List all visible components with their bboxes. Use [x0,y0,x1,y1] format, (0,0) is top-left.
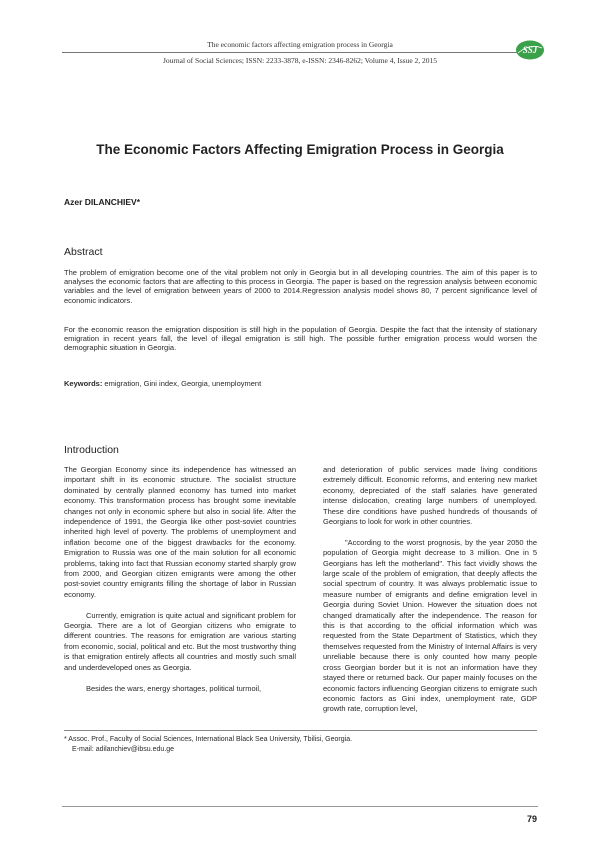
intro-paragraph: The Georgian Economy since its independence has witnessed an important shift in its economic structure. The socialist structure dominated by centrally planned economy has turned into market economy. This transformation process has brought some inevitable changes not only in economic sphere but also in social life. After the independence of 1991, the Georgia like other post-soviet countries inherited high level of poverty. The problems of unemployment and inflation become one of the biggest drawbacks for the economy. Emigration to Russia was one of the main solution for all economic problems, taking into fact that Russian economy started sharply grow from 2000, and Georgian citizen emigrants were among the other post-soviet country emigrants filling the shortage of labor in Russian economy. [64,465,296,599]
author-name: Azer DILANCHIEV* [64,197,141,207]
introduction-heading: Introduction [64,444,119,456]
intro-paragraph: Currently, emigration is quite actual and significant problem for Georgia. There are a lot of Georgian citizens who emigrate to different countries. The reasons for emigration are various starting from economic, social, political and etc. But the most trustworthy thing is that emigration entirely affects all countries and mostly such small and underdeveloped ones as Georgia. [64,610,296,672]
footnote-email: E-mail: adilanchiev@ibsu.edu.ge [72,745,175,753]
header-divider [62,52,538,53]
intro-paragraph: and deterioration of public services made living conditions extremely difficult. Economic reforms, and entering new market economy, depreciated of the staff salaries have generated intense dislocation, creating large numbers of unemployed. These dire conditions have pushed hundreds of thousands of Georgians to look for work in other countries. [323,465,537,527]
keywords [64,379,261,388]
journal-logo [515,39,545,61]
footnote-divider [64,730,537,731]
article-title: The Economic Factors Affecting Emigration Process in Georgia [96,142,504,157]
intro-right-column [323,465,537,715]
intro-left-column [64,465,296,694]
journal-citation: Journal of Social Sciences; ISSN: 2233-3878, e-ISSN: 2346-8262; Volume 4, Issue 2, 2015 [162,56,438,65]
keywords-list: emigration, Gini index, Georgia, unemployment [102,379,262,388]
logo-text: SSJ [522,45,538,55]
running-title: The economic factors affecting emigration process in Georgia [207,40,393,49]
intro-paragraph: Besides the wars, energy shortages, political turmoil, [86,683,262,693]
abstract-heading: Abstract [64,246,103,258]
page-number: 79 [526,814,537,824]
footer-divider [62,806,538,807]
intro-paragraph: "According to the worst prognosis, by the year 2050 the population of Georgia might decrease to 3 million. One in 5 Georgians has left the motherland". This fact vividly shows the large scale of the problem of emigration, that deeply affects the social spectrum of country. It was always problematic issue to measure number of emigrants and define emigration level in Georgia during Soviet Union. However the situation does not changed dramatically after the independence. The reason for this is that according to the official information which was requested from the State Department of Statistics, which they themselves requested from the Ministry of Internal Affairs is very unreliable because there is only counted how many people cross Georgian border but it is not an information have they stayed there or returned back. Our paper mainly focuses on the economic factors influencing Georgian citizens to emigrate such economic factors as Gini index, unemployment rate, GDP growth rate, corruption level, [323,537,537,714]
keywords-label: Keywords: [64,379,103,388]
abstract-paragraph-1: The problem of emigration become one of the vital problem not only in Georgia but in all developing countries. The aim of this paper is to analyses the economic factors that are affecting to this process in Georgia. The paper is based on the regression analysis between economic variables and the level of emigration between years of 2000 to 2014.Regression analysis model shows 80, 7 percent significance level of economic indicators. [64,268,537,305]
footnote [64,735,352,754]
footnote-affiliation: * Assoc. Prof., Faculty of Social Sciences, International Black Sea University, Tbilisi, Georgia. [64,736,353,743]
abstract-paragraph-2: For the economic reason the emigration disposition is still high in the population of Georgia. Despite the fact that the intensity of stationary emigration in recent years fall, the level of illegal emigration is still high. The possible further emigration process would worsen the demographic situation in Georgia. [64,325,537,353]
